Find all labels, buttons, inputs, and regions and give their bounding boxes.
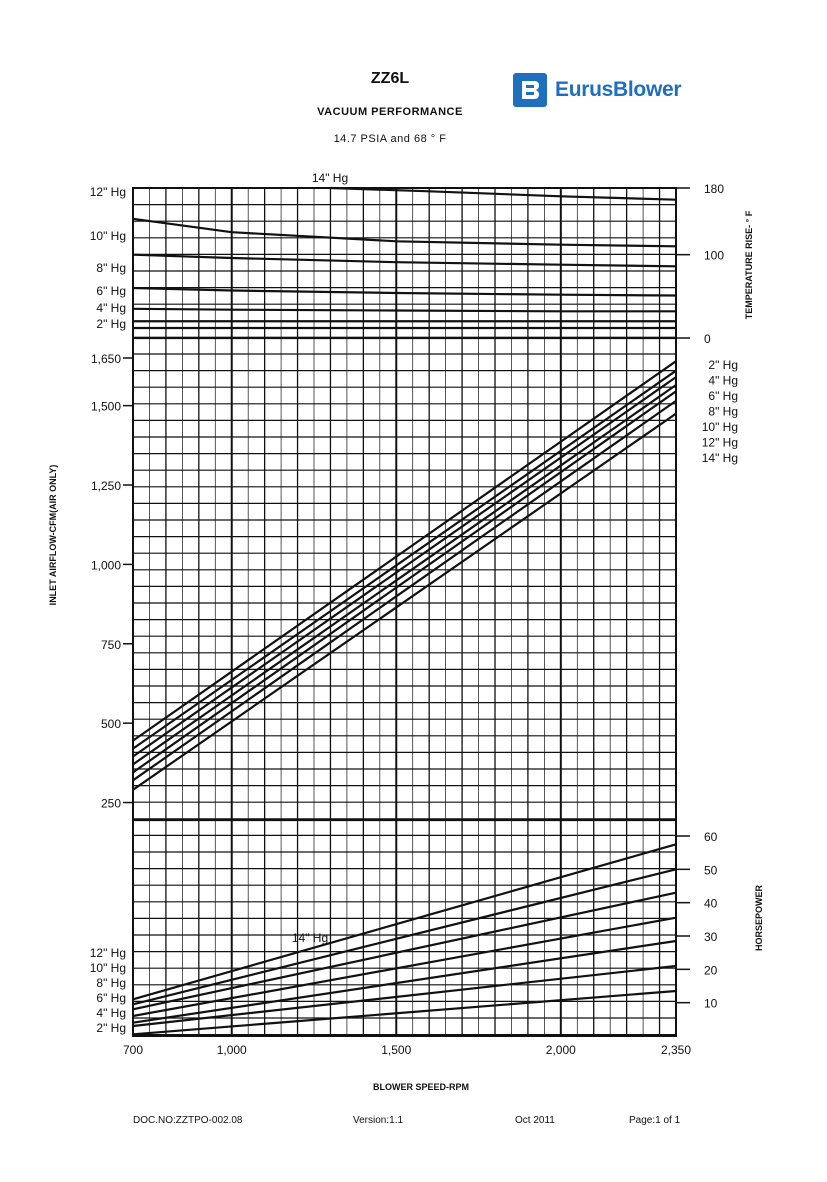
airflow-series-label: 6" Hg [708,389,738,403]
airflow-series-label: 4" Hg [708,373,738,388]
temp-series-label: 8" Hg [96,261,126,275]
hp-y-tick-label: 20 [704,963,718,978]
airflow-curve [133,371,676,749]
x-tick-label: 2,350 [660,1043,692,1057]
hp-series-label: 2" Hg [96,1021,126,1035]
x-tick-label: 1,000 [216,1043,247,1057]
airflow-y-tick-label: 1,250 [90,479,121,494]
airflow-series-label: 10" Hg [701,420,738,434]
airflow-curve [133,385,676,764]
temp-y-axis-label: TEMPERATURE RISE- ° F [744,210,754,320]
airflow-curve [133,361,676,740]
airflow-curve [133,377,676,756]
version-label: Version:1.1 [353,1115,404,1126]
brand-logo-text: EurusBlower [555,78,682,101]
airflow-series-label: 12" Hg [701,435,738,450]
airflow-y-tick-label: 1,500 [90,399,121,414]
temperature-curve [331,188,677,200]
airflow-y-tick-label: 1,000 [90,558,121,573]
temp-series-label: 6" Hg [96,284,126,298]
airflow-series-label: 14" Hg [701,451,738,465]
hp-y-axis-label: HORSEPOWER [754,884,764,952]
temperature-curve [133,255,676,267]
temp-series-label: 2" Hg [96,317,126,331]
airflow-curve [133,401,676,780]
temp-y-tick-label: 0 [704,332,711,346]
hp-y-tick-label: 30 [704,930,718,944]
hp-series-label: 12" Hg [89,946,126,960]
hp-y-tick-label: 60 [704,830,718,844]
hp-y-tick-label: 50 [704,863,718,878]
hp-series-label: 4" Hg [96,1006,126,1020]
airflow-y-tick-label: 750 [100,637,121,652]
temp-series-label: 12" Hg [89,185,126,199]
horsepower-curve [133,869,676,1004]
airflow-curve [133,391,676,772]
x-tick-label: 1,500 [381,1043,412,1057]
temp-y-tick-label: 180 [704,182,725,196]
chart-subtitle: VACUUM PERFORMANCE [317,106,463,118]
airflow-y-tick-label: 250 [100,796,121,811]
hp-series-label: 10" Hg [89,961,126,975]
plot-frame [133,188,676,1036]
temperature-curve [133,219,676,247]
temp-y-tick-label: 100 [704,248,725,263]
hp-series-label: 6" Hg [96,991,126,1005]
chart-title: ZZ6L [370,70,410,87]
x-tick-label: 700 [122,1043,144,1057]
airflow-series-label: 2" Hg [708,358,738,372]
temperature-curve [133,309,676,312]
horsepower-curve [133,991,676,1034]
airflow-series-label: 8" Hg [708,404,738,419]
temp-series-label-top: 14" Hg [311,171,349,185]
x-axis-label: BLOWER SPEED-RPM [372,1082,470,1092]
temp-series-label: 10" Hg [89,229,126,243]
doc-number: DOC.NO:ZZTPO-002.08 [133,1115,243,1126]
hp-series-label: 8" Hg [96,976,126,990]
hp-y-tick-label: 10 [704,996,718,1011]
hp-series-label-inline: 14" Hg [291,931,329,945]
horsepower-curve [133,941,676,1023]
airflow-y-tick-label: 1,650 [90,352,121,366]
temp-series-label: 4" Hg [96,301,126,315]
date-label: Oct 2011 [515,1115,555,1126]
x-tick-label: 2,000 [545,1043,576,1057]
page-label: Page:1 of 1 [629,1115,681,1126]
hp-y-tick-label: 40 [704,896,718,911]
airflow-y-tick-label: 500 [100,717,121,732]
temperature-curve [133,288,676,296]
test-conditions: 14.7 PSIA and 68 ° F [333,133,447,145]
airflow-y-axis-label: INLET AIRFLOW-CFM(AIR ONLY) [48,464,58,606]
